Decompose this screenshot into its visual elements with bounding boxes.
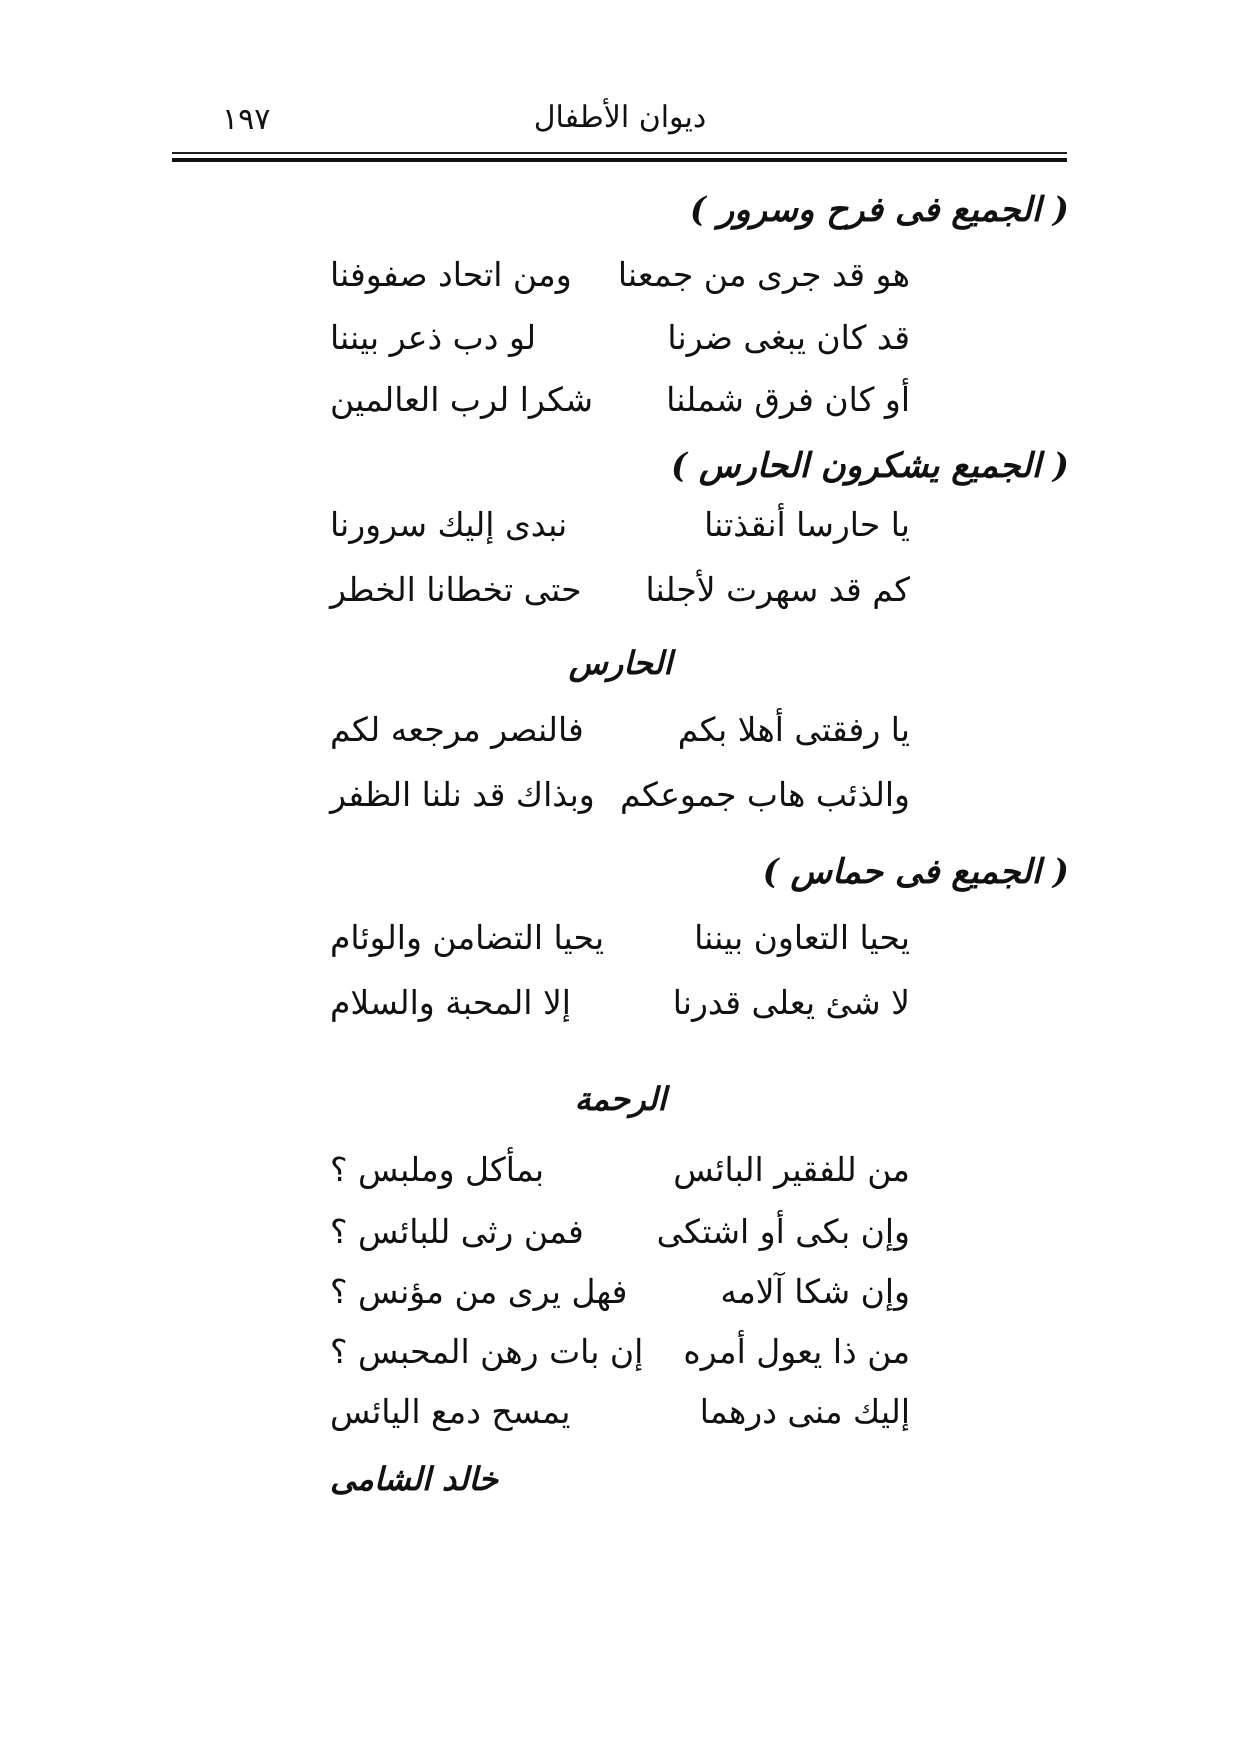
verse-line: [330, 570, 910, 620]
verse-first-hemistich: أو كان فرق شملنا: [666, 380, 910, 419]
verse-first-hemistich: يا حارسا أنقذتنا: [704, 505, 910, 544]
verse-line: [330, 380, 910, 430]
verse-line: [330, 1392, 910, 1442]
running-head: [170, 92, 1070, 142]
header-rule-thin: [172, 152, 1067, 154]
verse-line: [330, 1332, 910, 1382]
verse-first-hemistich: وإن بكى أو اشتكى: [656, 1212, 910, 1251]
verse-first-hemistich: من ذا يعول أمره: [683, 1332, 910, 1371]
verse-line: [330, 710, 910, 760]
stage-direction-heading: ( الجميع فى فرح وسرور ): [689, 190, 1069, 230]
stage-direction-heading: ( الجميع فى حماس ): [762, 852, 1069, 892]
verse-second-hemistich: بمأكل وملبس ؟: [330, 1150, 545, 1189]
stage-direction-heading: ( الجميع يشكرون الحارس ): [670, 446, 1069, 486]
verse-second-hemistich: لو دب ذعر بيننا: [330, 318, 537, 357]
verse-line: [330, 775, 910, 825]
page-number: ١٩٧: [222, 102, 271, 137]
verse-first-hemistich: إليك منى درهما: [699, 1392, 910, 1431]
verse-line: [330, 1150, 910, 1200]
verse-second-hemistich: إلا المحبة والسلام: [330, 983, 571, 1022]
speaker-name: الرحمة: [574, 1080, 667, 1118]
verse-second-hemistich: فالنصر مرجعه لكم: [330, 710, 584, 749]
verse-second-hemistich: نبدى إليك سرورنا: [330, 505, 568, 544]
verse-second-hemistich: فمن رثى للبائس ؟: [330, 1212, 584, 1251]
verse-second-hemistich: حتى تخطانا الخطر: [330, 570, 582, 609]
verse-second-hemistich: فهل يرى من مؤنس ؟: [330, 1272, 628, 1311]
verse-second-hemistich: شكرا لرب العالمين: [330, 380, 593, 419]
speaker-name: الحارس: [568, 644, 673, 682]
verse-second-hemistich: وبذاك قد نلنا الظفر: [330, 775, 595, 814]
verse-line: [330, 318, 910, 368]
verse-second-hemistich: يحيا التضامن والوئام: [330, 918, 605, 957]
verse-second-hemistich: ومن اتحاد صفوفنا: [330, 255, 572, 294]
verse-first-hemistich: وإن شكا آلامه: [720, 1272, 910, 1311]
verse-first-hemistich: قد كان يبغى ضرنا: [667, 318, 910, 357]
verse-first-hemistich: لا شئ يعلى قدرنا: [672, 983, 910, 1022]
verse-first-hemistich: من للفقير البائس: [673, 1150, 910, 1189]
verse-first-hemistich: هو قد جرى من جمعنا: [617, 255, 910, 294]
verse-second-hemistich: يمسح دمع اليائس: [330, 1392, 571, 1431]
verse-line: [330, 505, 910, 555]
header-rule-thick: [172, 158, 1067, 162]
verse-first-hemistich: يا رفقتى أهلا بكم: [677, 710, 910, 749]
verse-second-hemistich: إن بات رهن المحبس ؟: [330, 1332, 644, 1371]
verse-first-hemistich: يحيا التعاون بيننا: [694, 918, 910, 957]
verse-first-hemistich: كم قد سهرت لأجلنا: [645, 570, 910, 609]
author-signature: خالد الشامى: [330, 1460, 498, 1498]
verse-line: [330, 983, 910, 1033]
verse-line: [330, 918, 910, 968]
verse-line: [330, 1272, 910, 1322]
book-title: ديوان الأطفال: [533, 100, 707, 135]
verse-line: [330, 1212, 910, 1262]
verse-line: [330, 255, 910, 305]
verse-first-hemistich: والذئب هاب جموعكم: [620, 775, 910, 814]
